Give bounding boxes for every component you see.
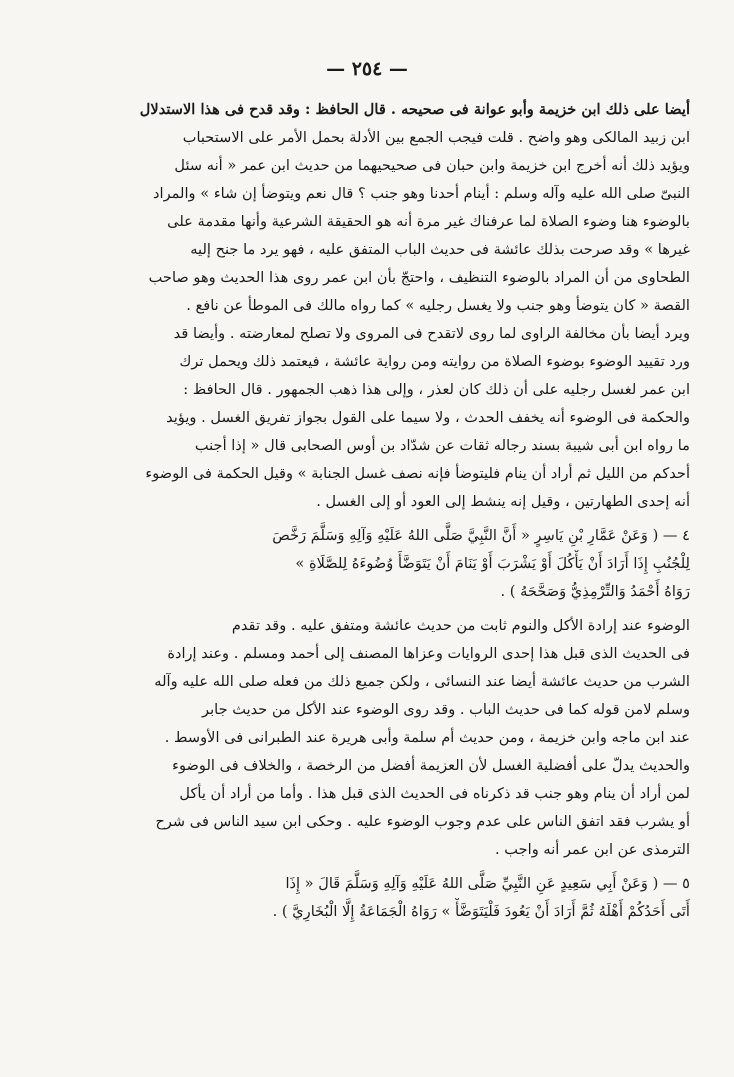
text-line: ابن عمر لغسل رجليه على أن ذلك كان لعذر ، وإلى هذا ذهب الجمهور . قال الحافظ : bbox=[183, 381, 690, 398]
text-line: غيرها » وقد صرحت بذلك عائشة فى حديث الباب المتفق عليه ، فهو يرد ما جنح إليه bbox=[190, 241, 690, 258]
text-line: ويؤيد ذلك أنه أخرج ابن خزيمة وابن حبان فى صحيحيهما من حديث ابن عمر « أنه سئل bbox=[174, 157, 690, 174]
hadith-line: أَتَى أَحَدُكُمْ أَهْلَهُ ثُمَّ أَرَادَ أَنْ يَعُودَ فَلْيَتَوَضَّأْ » رَوَاهُ الْجَمَاعَةُ إِلَّا الْبُخَارِيَّ ) . bbox=[272, 903, 690, 920]
text-line: والحكمة فى الوضوء أنه يخفف الحدث ، ولا سيما على القول بجواز تفريق الغسل . ويؤيد bbox=[166, 409, 690, 426]
text-line: بالوضوء هنا وضوء الصلاة لما عرفناك غير مرة أنه هو الحقيقة الشرعية وأنها مقدمة على bbox=[167, 213, 690, 230]
hadith-line: ٤ — ( وَعَنْ عَمَّارِ بْنِ يَاسِرٍ « أَنَّ النَّبِيَّ صَلَّى اللهُ عَلَيْهِ وَآلِهِ وَسَلَّمَ رَخَّصَ bbox=[272, 527, 690, 544]
text-line: أحدكم من الليل ثم أراد أن ينام فليتوضأ فإنه نصف غسل الجنابة » وقيل الحكمة فى الوضوء bbox=[145, 465, 690, 482]
text-line: والحديث يدلّ على أفضلية الغسل لأن العزيمة أفضل من الرخصة ، والخلاف فى الوضوء bbox=[172, 757, 690, 774]
text-line: أيضا على ذلك ابن خزيمة وأبو عوانة فى صحيحه . قال الحافظ : وقد قدح فى هذا الاستدلال bbox=[139, 101, 690, 118]
hadith-line: لِلْجُنُبِ إِذَا أَرَادَ أَنْ يَأْكُلَ أَوْ يَشْرَبَ أَوْ يَنَامَ أَنْ يَتَوَضَّأَ وُضُوءَهُ لِلصَّلَاةِ » bbox=[295, 555, 690, 572]
text-line: وسلم لامن قوله كما فى حديث الباب . وقد روى الوضوء عند الأكل من حديث جابر bbox=[202, 701, 690, 718]
text-line: ما رواه ابن أبى شيبة بسند رجاله ثقات عن شدّاد بن أوس الصحابى قال « إذا أجنب bbox=[194, 437, 690, 454]
text-line: ويرد أيضا بأن مخالفة الراوى لما روى لاتقدح فى المروى ولا تصلح لمعارضته . وأيضا قد bbox=[173, 325, 690, 342]
commentary-block-1 bbox=[62, 96, 690, 516]
text-line: لمن أراد أن ينام وهو جنب قد ذكرناه فى الحديث الذى قبل هذا . وأما من أراد أن يأكل bbox=[179, 785, 690, 802]
commentary-block-2 bbox=[62, 612, 690, 864]
text-line: أو يشرب فقد اتفق الناس على عدم وجوب الوضوء عليه . وحكى ابن سيد الناس فى شرح bbox=[155, 813, 690, 830]
text-line: القصة « كان يتوضأ وهو جنب ولا يغسل رجليه » كما رواه مالك فى الموطأ عن نافع . bbox=[186, 297, 690, 314]
hadith-line: رَوَاهُ أَحْمَدُ وَالتِّرْمِذِيُّ وَصَحَّحَهُ ) . bbox=[500, 583, 690, 600]
text-line: فى الحديث الذى قبل هذا إحدى الروايات وعزاها المصنف إلى أحمد ومسلم . وعند إرادة bbox=[167, 645, 690, 662]
page-text bbox=[62, 96, 690, 926]
text-line: النبىّ صلى الله عليه وآله وسلم : أينام أحدنا وهو جنب ؟ قال نعم ويتوضأ إن شاء » والمراد bbox=[153, 185, 690, 202]
hadith-line: ٥ — ( وَعَنْ أَبِي سَعِيدٍ عَنِ النَّبِيِّ صَلَّى اللهُ عَلَيْهِ وَآلِهِ وَسَلَّمَ قَالَ « إِذَا bbox=[285, 875, 690, 892]
hadith-4 bbox=[62, 522, 690, 606]
text-line: عند ابن ماجه وابن خزيمة ، ومن حديث أم سلمة وأبى هريرة عند الطبرانى فى الأوسط . bbox=[164, 729, 690, 746]
hadith-5 bbox=[62, 870, 690, 926]
text-line: الوضوء عند إرادة الأكل والنوم ثابت من حديث عائشة ومتفق عليه . وقد تقدم bbox=[231, 617, 690, 634]
text-line: الترمذى عن ابن عمر أنه واجب . bbox=[495, 841, 690, 858]
text-line: ورد تقييد الوضوء بوضوء الصلاة من روايته ومن رواية عائشة ، فيعتمد ذلك ويحمل ترك bbox=[179, 353, 690, 370]
text-line: ابن زبيد المالكى وهو واضح . قلت فيجب الجمع بين الأدلة بحمل الأمر على الاستحباب bbox=[182, 129, 690, 146]
text-line: أنه إحدى الطهارتين ، وقيل إنه ينشط إلى العود أو إلى الغسل . bbox=[316, 493, 690, 510]
text-line: الطحاوى من أن المراد بالوضوء التنظيف ، واحتجّ بأن ابن عمر روى هذا الحديث وهو صاحب bbox=[148, 269, 690, 286]
text-line: الشرب من حديث عائشة أيضا عند النسائى ، ولكن جميع ذلك من فعله صلى الله عليه وآله bbox=[154, 673, 690, 690]
page-number: — ٢٥٤ — bbox=[326, 58, 408, 80]
